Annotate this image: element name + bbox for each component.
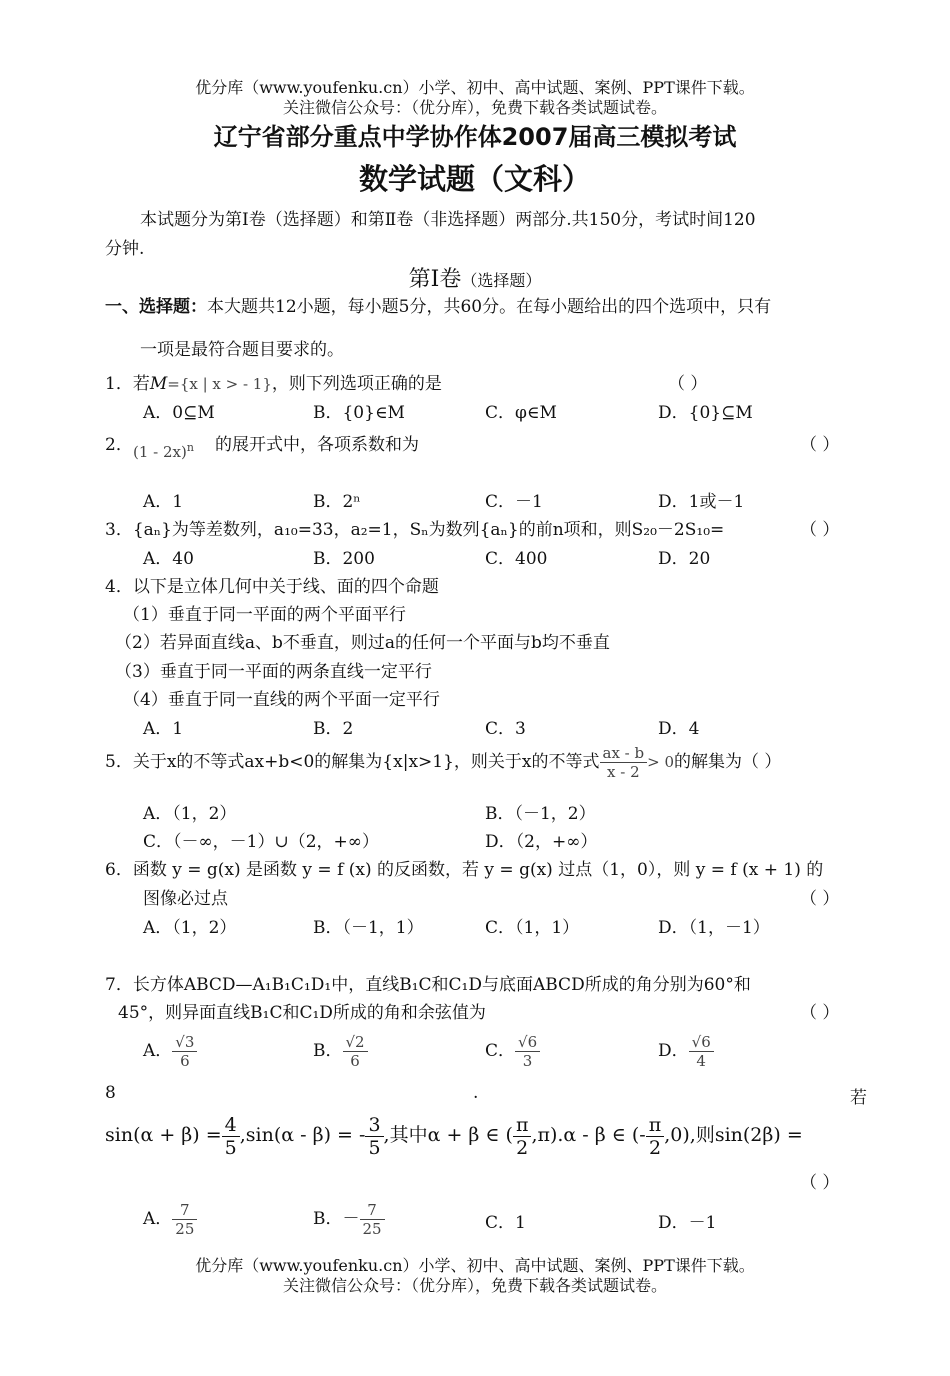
q7-c-frac: [515, 1033, 540, 1070]
q7-a-label: A．: [143, 1041, 173, 1061]
answer-paren: （ ）: [668, 374, 708, 394]
q4-item-3: （3）垂直于同一平面的两条直线一定平行: [115, 662, 432, 682]
q1-option-b: B．{0}∈M: [313, 403, 405, 423]
q5-option-c: C．（－∞，－1）∪（2，+∞）: [143, 832, 379, 852]
q8-f3-num: π: [515, 1113, 529, 1136]
header-line-1: 优分库（www.youfenku.cn）小学、初中、高中试题、案例、PPT课件下载。: [195, 78, 755, 97]
q4-item-2: （2）若异面直线a、b不垂直，则过a的任何一个平面与b均不垂直: [115, 633, 610, 653]
section-label: 一、选择题：: [105, 297, 207, 317]
question-7-line-2: 45°，则异面直线B₁C和C₁D所成的角和余弦值为: [118, 1003, 486, 1023]
header-line-2: 关注微信公众号：（优分库），免费下载各类试题试卷。: [282, 98, 667, 117]
q2-expression: [133, 441, 194, 461]
q3-option-a: A．40: [143, 549, 194, 569]
question-6-line-1: 6．函数 y = g(x) 是函数 y = f (x) 的反函数，若 y = g(x) 过点（1，0），则 y = f (x + 1) 的: [105, 860, 824, 880]
q8-frac-3: [513, 1114, 532, 1159]
q3-option-c: C．400: [485, 549, 548, 569]
q1-set: ={x | x > - 1}: [167, 375, 272, 393]
question-6-line-2: 图像必过点: [143, 889, 228, 909]
q1-option-c: C．φ∈M: [485, 403, 557, 423]
q5-option-a: A．（1，2）: [143, 804, 237, 824]
q7-option-c: [485, 1028, 540, 1074]
q2-exponent: n: [186, 441, 194, 454]
q8-frac-4: [646, 1114, 665, 1159]
q7-c-den: 3: [515, 1051, 540, 1070]
q4-option-b: B．2: [313, 719, 354, 739]
q5-denominator: x - 2: [600, 762, 648, 781]
q7-d-den: 4: [689, 1051, 714, 1070]
q8-e5: ,0),则sin(2β) =: [664, 1124, 803, 1146]
footer-line-1: 优分库（www.youfenku.cn）小学、初中、高中试题、案例、PPT课件下载。: [195, 1256, 755, 1275]
q8-a-frac: [172, 1201, 197, 1238]
q2-expr: (1 - 2x): [133, 443, 187, 461]
q7-d-num: √6: [691, 1033, 711, 1051]
q8-f4-den: 2: [646, 1136, 665, 1159]
q1-option-a: A．0⊆M: [143, 403, 215, 423]
q8-a-label: A．: [143, 1209, 173, 1229]
q2-option-a: A．1: [143, 492, 184, 512]
q8-b-num: 7: [367, 1201, 377, 1219]
q8-a-num: 7: [180, 1201, 190, 1219]
q7-option-b: [313, 1028, 368, 1074]
q8-e1: sin(α + β) =: [105, 1124, 222, 1146]
q8-b-frac: [360, 1201, 385, 1238]
q7-d-frac: [689, 1033, 714, 1070]
exam-title: 辽宁省部分重点中学协作体2007届高三模拟考试: [213, 123, 737, 151]
q4-option-c: C．3: [485, 719, 526, 739]
q8-a-den: 25: [172, 1219, 197, 1238]
q7-a-num: √3: [175, 1033, 195, 1051]
q7-option-d: [658, 1028, 714, 1074]
q4-option-d: D．4: [658, 719, 700, 739]
q4-item-1: （1）垂直于同一平面的两个平面平行: [123, 605, 406, 625]
q8-e2: ,sin(α - β) = -: [239, 1124, 366, 1146]
q3-option-d: D．20: [658, 549, 711, 569]
q8-f1-num: 4: [224, 1113, 237, 1136]
q6-option-b: B．（－1，1）: [313, 918, 424, 938]
question-1: [105, 369, 442, 394]
q5-option-d: D．（2，+∞）: [485, 832, 598, 852]
q8-f3-den: 2: [513, 1136, 532, 1159]
q8-f2-num: 3: [368, 1113, 381, 1136]
q1-m: M: [149, 374, 168, 394]
q8-frac-1: [222, 1114, 240, 1159]
q7-c-num: √6: [518, 1033, 538, 1051]
q8-expression: [105, 1110, 803, 1160]
q8-option-d: D．－1: [658, 1213, 717, 1233]
q5-numerator: ax - b: [602, 744, 645, 762]
q6-option-a: A．（1，2）: [143, 918, 237, 938]
q7-b-den: 6: [343, 1051, 368, 1070]
q3-option-b: B．200: [313, 549, 375, 569]
q2-option-c: C．－1: [485, 492, 543, 512]
q8-f1-den: 5: [222, 1136, 240, 1159]
q1-number: 1．若: [105, 374, 150, 394]
q8-e3: ,其中α + β ∈ (: [383, 1124, 513, 1146]
q8-dot: .: [473, 1083, 479, 1103]
answer-paren: （ ）: [800, 1003, 840, 1023]
exam-subtitle: 数学试题（文科）: [358, 162, 591, 196]
q8-option-c: C．1: [485, 1213, 526, 1233]
q5-fraction: [600, 744, 648, 781]
part-title: [0, 262, 950, 293]
q2-option-b: B．2ⁿ: [313, 492, 361, 512]
question-4: 4．以下是立体几何中关于线、面的四个命题: [105, 577, 439, 597]
q8-frac-2: [365, 1114, 383, 1159]
q2-text: 的展开式中，各项系数和为: [215, 435, 419, 455]
answer-paren: （ ）: [800, 435, 840, 455]
q7-c-label: C．: [485, 1041, 516, 1061]
q5-option-b: B．（－1，2）: [485, 804, 596, 824]
q1-option-d: D．{0}⊆M: [658, 403, 753, 423]
intro-line-1: 本试题分为第Ⅰ卷（选择题）和第Ⅱ卷（非选择题）两部分.共150分，考试时间120: [140, 210, 756, 230]
part-title-sub: （选择题）: [461, 271, 542, 290]
q2-option-d: D．1或－1: [658, 492, 745, 512]
section-heading: [105, 292, 771, 317]
q2-number: 2．: [105, 435, 133, 455]
q8-option-a: [143, 1196, 197, 1242]
q4-item-4: （4）垂直于同一直线的两个平面一定平行: [123, 690, 440, 710]
q5-text-2: 的解集为（ ）: [674, 752, 782, 772]
q5-gt: > 0: [647, 753, 674, 771]
section-text-1: 本大题共12小题，每小题5分，共60分。在每小题给出的四个选项中，只有: [207, 297, 772, 317]
q6-option-d: D．（1，－1）: [658, 918, 770, 938]
q8-b-label: B．－: [313, 1209, 360, 1229]
q7-d-label: D．: [658, 1041, 689, 1061]
q1-text: ，则下列选项正确的是: [271, 374, 442, 394]
q6-option-c: C．（1，1）: [485, 918, 580, 938]
q5-text-1: 5．关于x的不等式ax+b<0的解集为{x|x>1}，则关于x的不等式: [105, 752, 600, 772]
intro-line-2: 分钟.: [105, 239, 145, 259]
question-7-line-1: 7．长方体ABCD—A₁B₁C₁D₁中，直线B₁C和C₁D与底面ABCD所成的角分别为60°和: [105, 975, 751, 995]
q4-option-a: A．1: [143, 719, 184, 739]
answer-paren: （ ）: [800, 520, 840, 540]
question-3: 3．{aₙ}为等差数列，a₁₀=33，a₂=1，Sₙ为数列{aₙ}的前n项和，则S₂₀－2S₁₀=: [105, 520, 725, 540]
part-title-main: 第Ⅰ卷: [408, 267, 462, 292]
q7-option-a: [143, 1028, 197, 1074]
q8-f2-den: 5: [365, 1136, 383, 1159]
q8-f4-num: π: [648, 1113, 662, 1136]
footer-line-2: 关注微信公众号：（优分库），免费下载各类试题试卷。: [282, 1276, 667, 1295]
q7-b-label: B．: [313, 1041, 343, 1061]
q8-b-den: 25: [360, 1219, 385, 1238]
question-5: [105, 742, 781, 782]
answer-paren: （ ）: [800, 1173, 840, 1193]
q8-number: 8: [105, 1083, 116, 1103]
q8-ruo: 若: [850, 1088, 867, 1108]
q8-option-b: [313, 1196, 385, 1242]
answer-paren: （ ）: [800, 889, 840, 909]
q7-b-num: √2: [345, 1033, 365, 1051]
q8-e4: ,π).α - β ∈ (-: [531, 1124, 646, 1146]
q7-b-frac: [343, 1033, 368, 1070]
section-text-2: 一项是最符合题目要求的。: [140, 340, 344, 360]
q7-a-den: 6: [172, 1051, 197, 1070]
q7-a-frac: [172, 1033, 197, 1070]
